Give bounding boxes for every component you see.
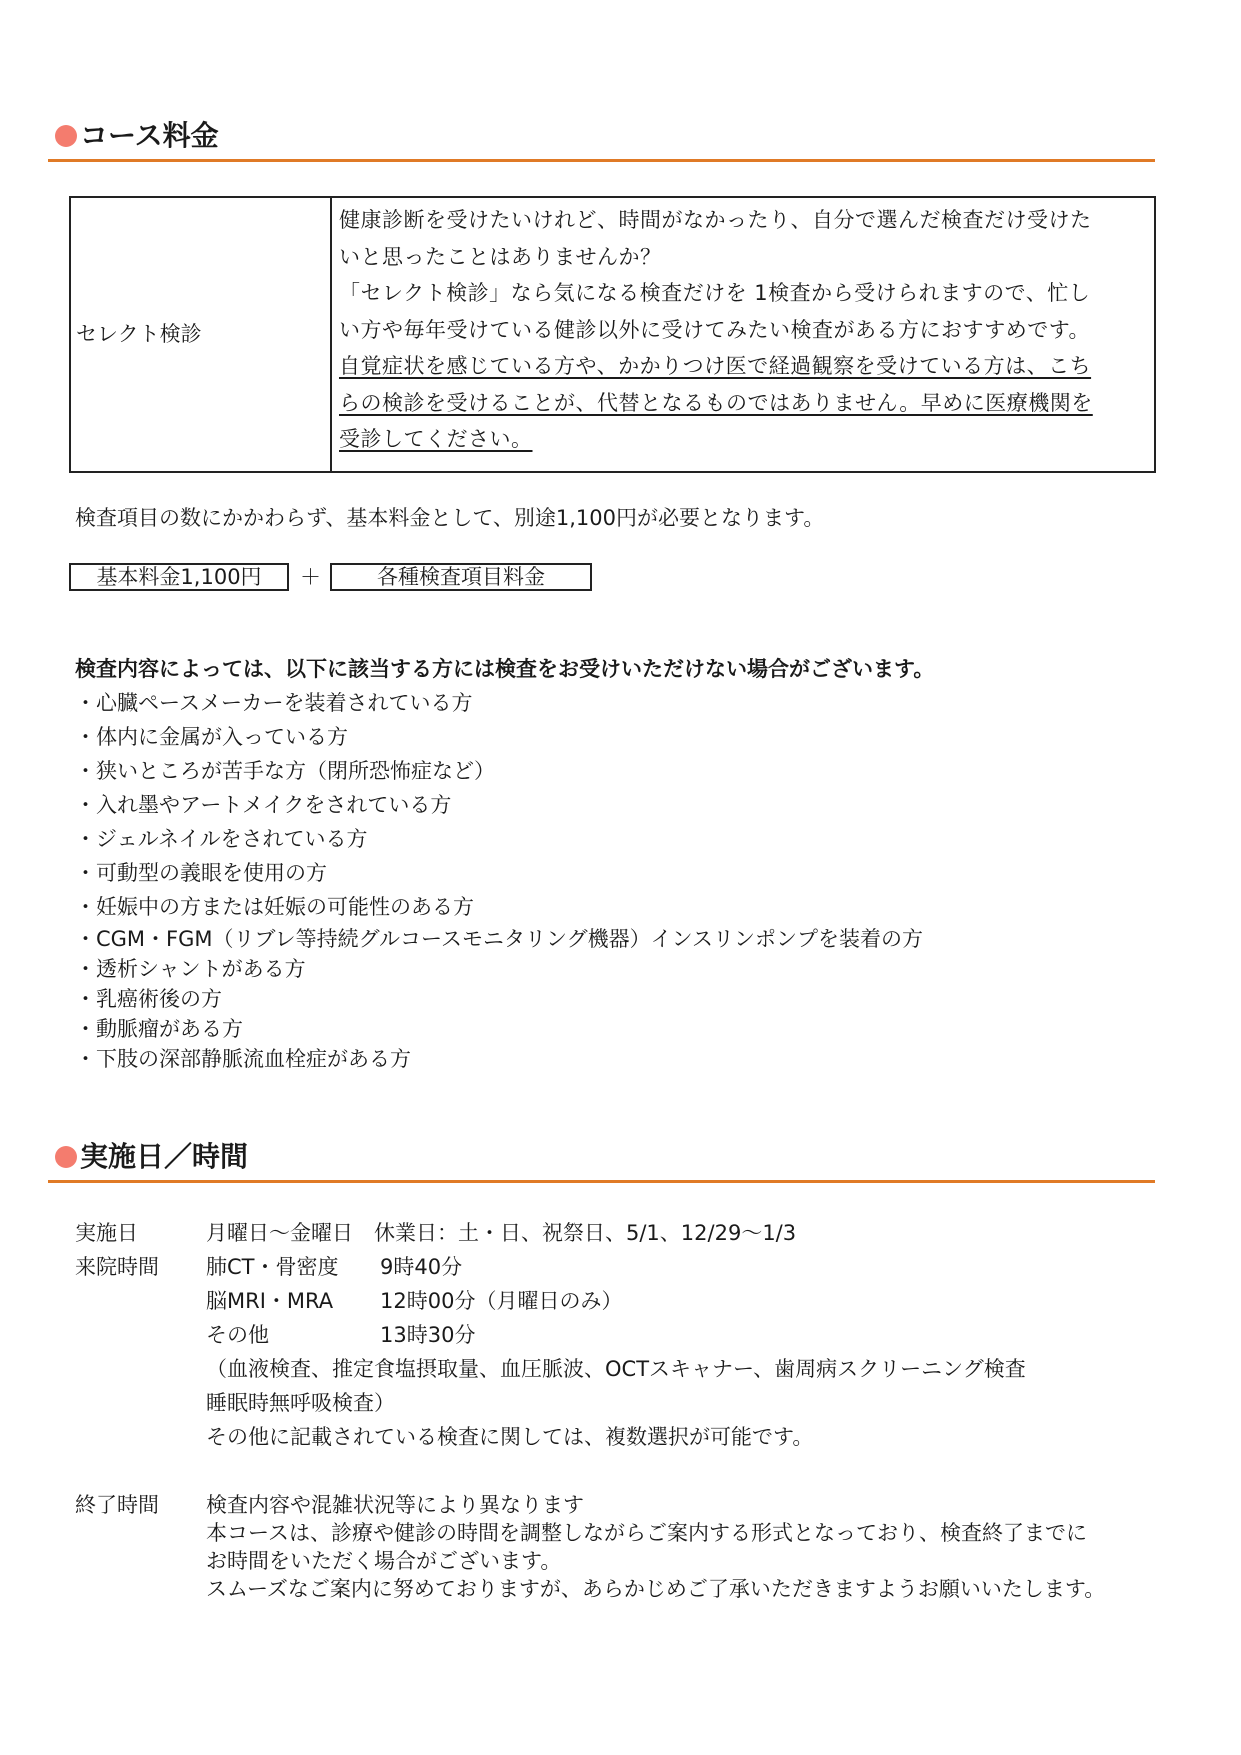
base-fee-box: 基本料金1,100円 — [69, 563, 289, 591]
list-item: ・狭いところが苦手な方（閉所恐怖症など） — [75, 759, 495, 783]
arrival-time: 13時30分 — [380, 1323, 476, 1347]
list-item: ・透析シャントがある方 — [75, 957, 306, 981]
course-name-cell — [71, 198, 332, 471]
list-item: ・可動型の義眼を使用の方 — [75, 861, 327, 885]
end-time-line: 本コースは、診療や健診の時間を調整しながらご案内する形式となっており、検査終了までに — [206, 1521, 1087, 1545]
course-name: セレクト検診 — [76, 322, 202, 346]
bullet-dot-icon — [55, 125, 77, 147]
description-line: い方や毎年受けている健診以外に受けてみたい検査がある方におすすめです。 — [339, 317, 1091, 342]
other-exams-note: 睡眠時無呼吸検査） — [206, 1391, 395, 1415]
plus-sign: ＋ — [300, 565, 321, 589]
days-label: 実施日 — [75, 1221, 138, 1245]
end-time-line: スムーズなご案内に努めておりますが、あらかじめご了承いただきますようお願いいたします。 — [206, 1577, 1106, 1601]
list-item: ・CGM・FGM（リブレ等持続グルコースモニタリング機器）インスリンポンプを装着の方 — [75, 927, 923, 951]
course-table — [69, 196, 1156, 473]
arrival-label: 来院時間 — [75, 1255, 159, 1279]
base-fee-note: 検査項目の数にかかわらず、基本料金として、別途1,100円が必要となります。 — [75, 506, 825, 530]
arrival-exam-name: 肺CT・骨密度 — [206, 1255, 339, 1279]
list-item: ・妊娠中の方または妊娠の可能性のある方 — [75, 895, 474, 919]
exam-fee-box: 各種検査項目料金 — [330, 563, 592, 591]
caution-line: 受診してください。 — [339, 427, 533, 451]
bullet-dot-icon — [55, 1146, 77, 1168]
list-item: ・体内に金属が入っている方 — [75, 725, 348, 749]
list-item: ・ジェルネイルをされている方 — [75, 827, 368, 851]
arrival-exam-name: 脳MRI・MRA — [206, 1289, 334, 1313]
description-line: 健康診断を受けたいけれど、時間がなかったり、自分で選んだ検査だけ受けた — [339, 208, 1092, 232]
course-description-cell — [339, 202, 1149, 458]
description-line: 「セレクト検診」なら気になる検査だけを 1検査から受けられますので、忙し — [339, 281, 1091, 305]
section-title: 実施日／時間 — [80, 1140, 249, 1173]
list-item: ・乳癌術後の方 — [75, 987, 222, 1011]
list-item: ・心臓ペースメーカーを装着されている方 — [75, 691, 473, 715]
list-item: ・入れ墨やアートメイクをされている方 — [75, 793, 452, 817]
description-line: いと思ったことはありませんか？ — [339, 244, 662, 269]
multiple-selection-note: その他に記載されている検査に関しては、複数選択が可能です。 — [206, 1425, 814, 1449]
section-divider — [48, 1180, 1155, 1183]
course-fee-heading — [55, 118, 1155, 158]
other-exams-note: （血液検査、推定食塩摂取量、血圧脈波、OCTスキャナー、歯周病スクリーニング検査 — [206, 1357, 1026, 1381]
caution-line: らの検診を受けることが、代替となるものではありません。早めに医療機関を — [339, 390, 1093, 415]
schedule-heading — [55, 1139, 1155, 1179]
end-time-label: 終了時間 — [75, 1493, 159, 1517]
warning-title: 検査内容によっては、以下に該当する方には検査をお受けいただけない場合がございます。 — [75, 657, 935, 681]
arrival-time: 12時00分（月曜日のみ） — [380, 1289, 623, 1313]
arrival-exam-name: その他 — [206, 1323, 269, 1347]
end-time-line: 検査内容や混雑状況等により異なります — [206, 1493, 584, 1517]
end-time-line: お時間をいただく場合がございます。 — [206, 1549, 562, 1573]
arrival-time: 9時40分 — [380, 1255, 463, 1279]
section-title: コース料金 — [80, 119, 219, 152]
caution-line: 自覚症状を感じている方や、かかりつけ医で経過観察を受けている方は、こち — [339, 354, 1092, 378]
list-item: ・下肢の深部静脈流血栓症がある方 — [75, 1047, 411, 1071]
section-divider — [48, 159, 1155, 162]
days-value: 月曜日～金曜日 休業日：土・日、祝祭日、5/1、12/29～1/3 — [206, 1221, 797, 1245]
list-item: ・動脈瘤がある方 — [75, 1017, 243, 1041]
